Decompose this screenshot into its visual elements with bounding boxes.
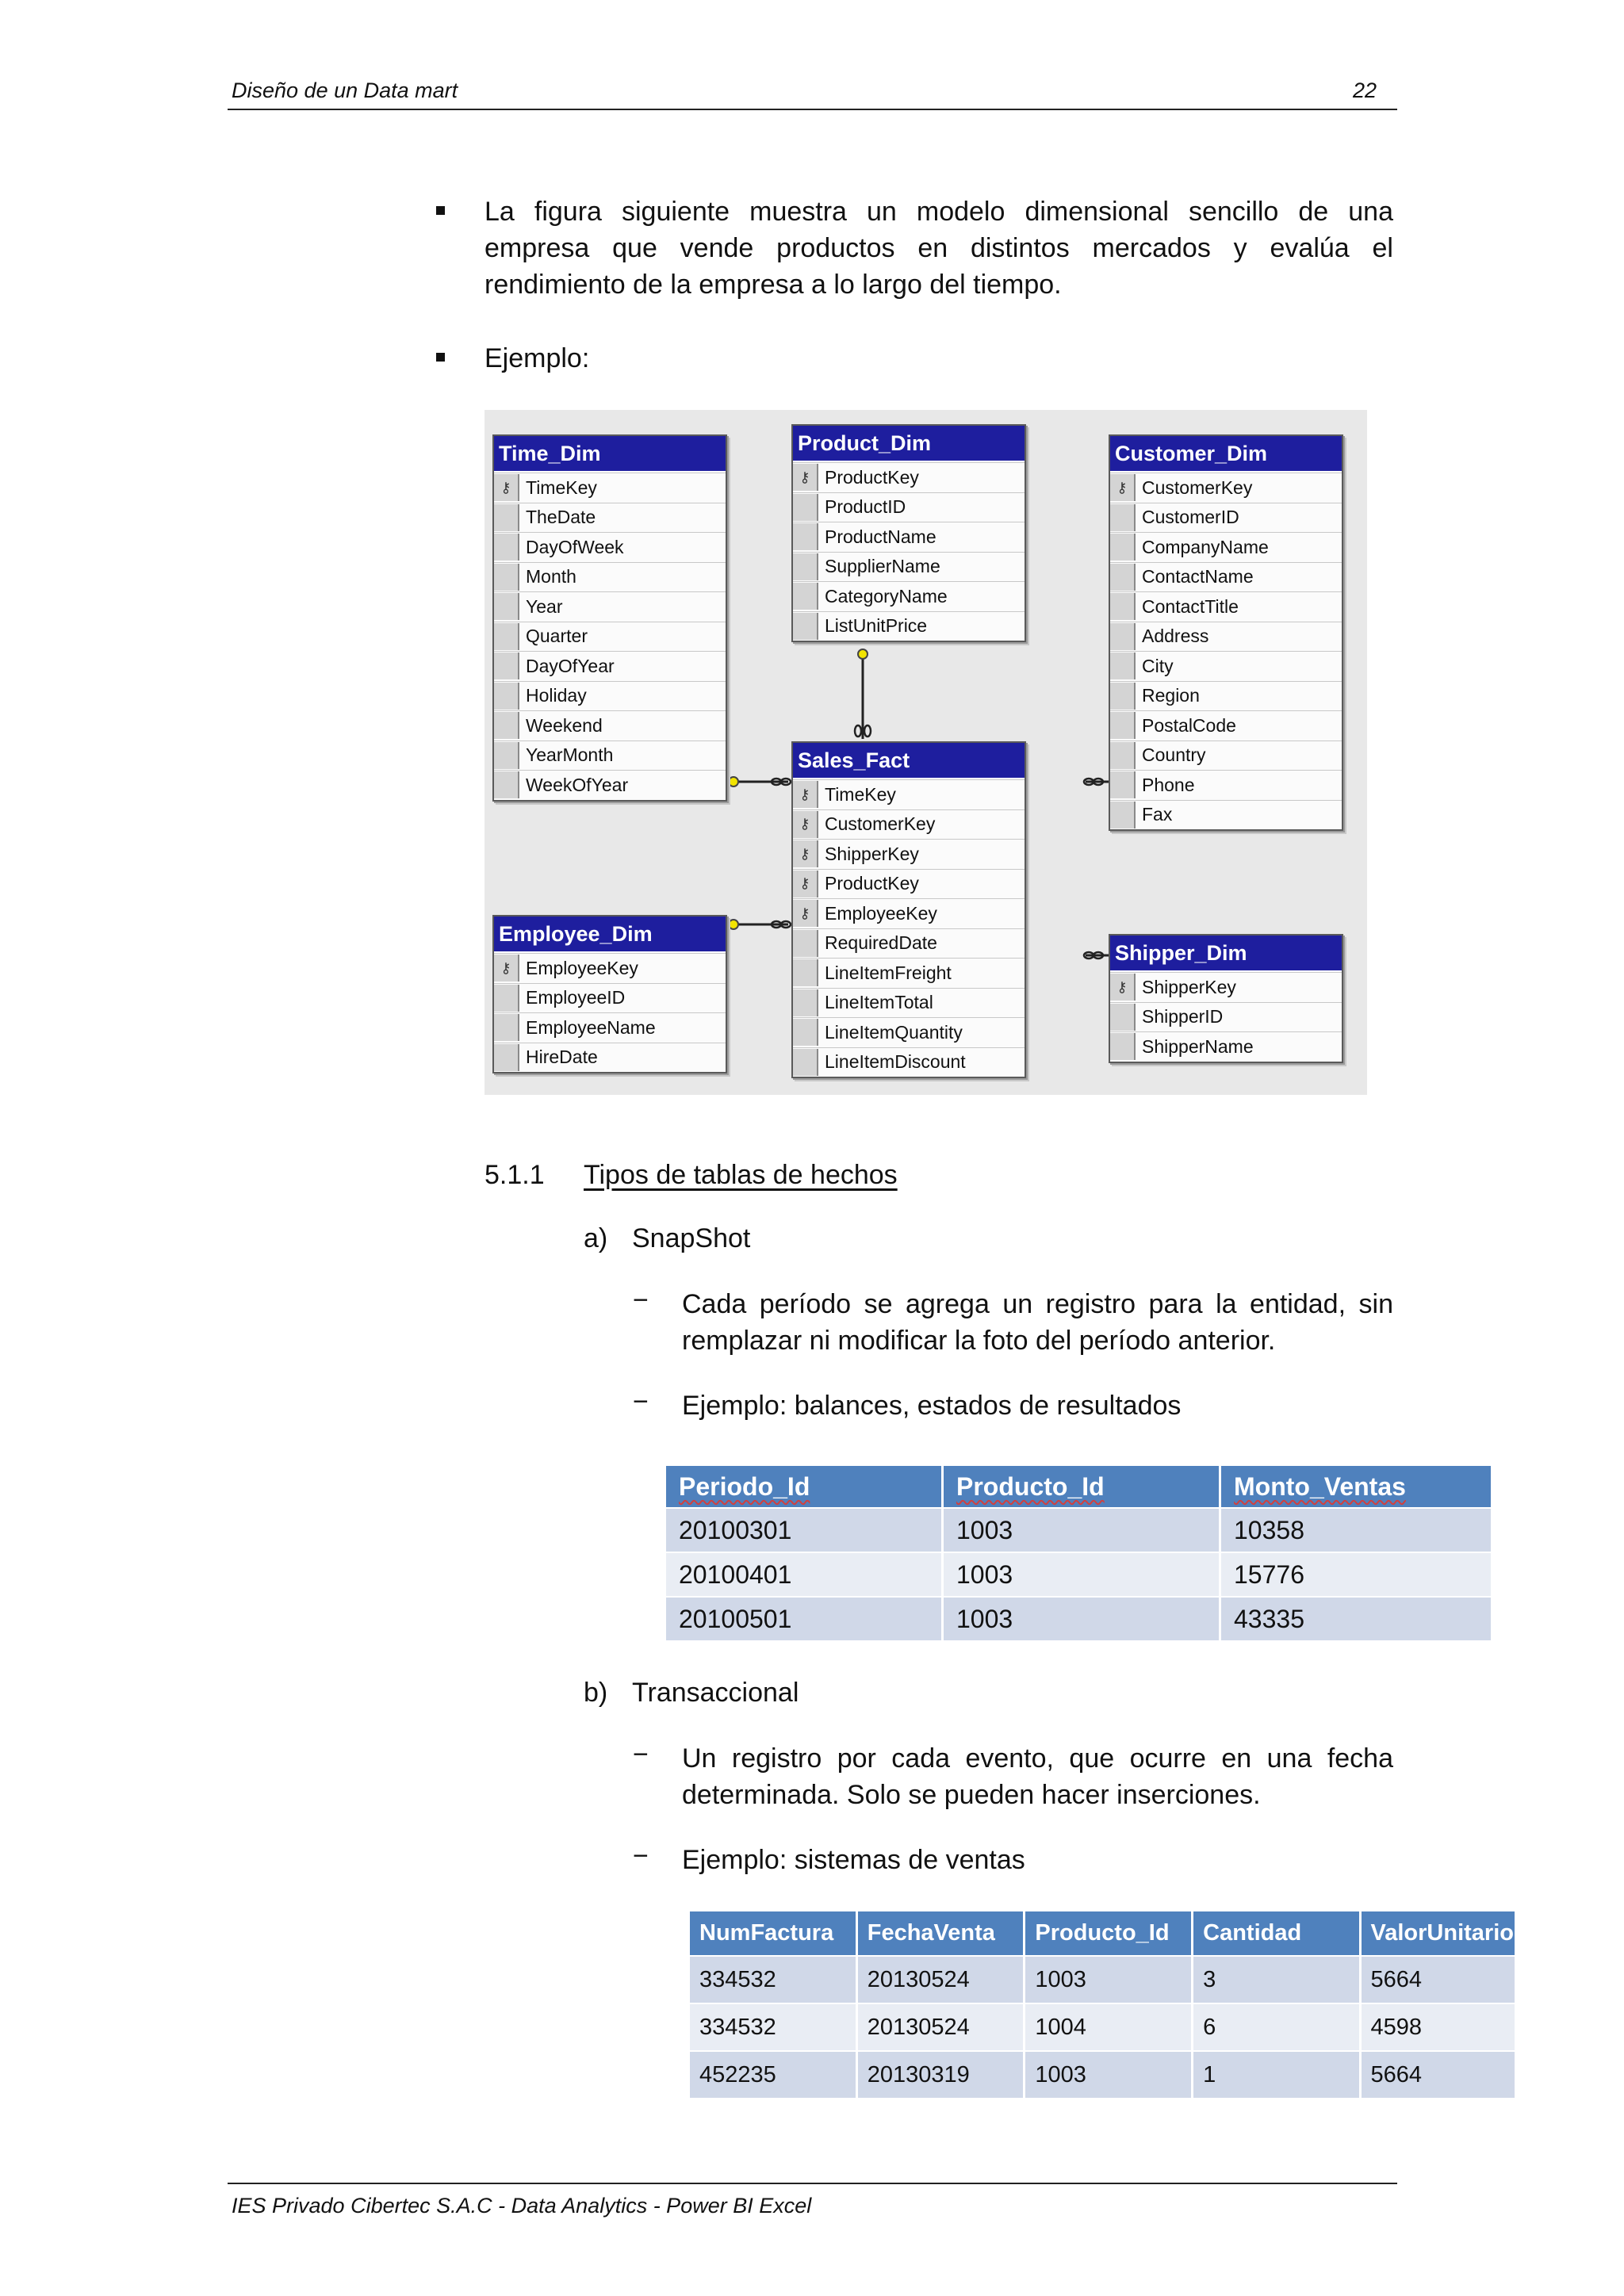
table-column-row — [494, 622, 726, 652]
table-column-row — [494, 1043, 726, 1073]
row-selector — [1110, 802, 1136, 828]
column-name: ShipperID — [1142, 1006, 1224, 1027]
shipper-dim-table — [1109, 934, 1343, 1063]
table-row — [690, 2003, 1515, 2051]
column-name: ListUnitPrice — [825, 615, 928, 637]
column-name: ShipperName — [1142, 1035, 1254, 1057]
footer-rule — [228, 2183, 1397, 2184]
column-name: HireDate — [526, 1047, 598, 1068]
column-header: ValorUnitario — [1360, 1911, 1515, 1956]
key-icon: ⚷ — [793, 811, 818, 838]
table-column-row — [494, 591, 726, 622]
table-column-row — [793, 809, 1025, 840]
dash-icon: − — [633, 1387, 649, 1417]
key-end-icon — [729, 777, 738, 786]
column-name: Weekend — [526, 714, 603, 736]
row-selector — [1110, 771, 1136, 798]
column-name: EmployeeName — [526, 1016, 656, 1038]
column-name: LineItemTotal — [825, 992, 933, 1013]
column-name: CategoryName — [825, 585, 948, 607]
dash-icon: − — [633, 1285, 649, 1315]
table-title: Time_Dim — [494, 436, 726, 473]
row-selector — [494, 985, 519, 1012]
table-cell: 20130524 — [856, 2003, 1025, 2051]
row-selector — [1110, 652, 1136, 679]
dash-icon: − — [633, 1841, 649, 1871]
row-selector — [793, 989, 818, 1016]
row-selector — [494, 504, 519, 531]
table-cell: 1004 — [1025, 2003, 1193, 2051]
table-cell: 20130319 — [856, 2051, 1025, 2098]
table-column-row — [793, 462, 1025, 492]
column-name: TimeKey — [526, 476, 597, 498]
row-selector — [793, 613, 818, 640]
table-column-row — [793, 988, 1025, 1018]
column-name: ShipperKey — [1142, 976, 1236, 997]
row-selector — [494, 534, 519, 561]
column-name: Quarter — [526, 626, 588, 647]
table-cell: 334532 — [690, 1956, 856, 2003]
column-name: Month — [526, 566, 576, 587]
table-column-row — [793, 552, 1025, 582]
table-row — [666, 1508, 1491, 1552]
table-column-row — [1110, 562, 1342, 592]
row-selector — [494, 742, 519, 769]
column-name: RequiredDate — [825, 932, 937, 954]
table-title: Employee_Dim — [494, 916, 726, 953]
footer-text: IES Privado Cibertec S.A.C - Data Analytics - Power BI Excel — [232, 2194, 812, 2218]
row-selector — [1110, 504, 1136, 531]
table-column-row — [494, 953, 726, 983]
dash-icon: − — [633, 1739, 649, 1770]
snapshot-description: Cada período se agrega un registro para la entidad, sin remplazar ni modificar la foto del período anterior. — [682, 1289, 1393, 1356]
row-selector — [793, 523, 818, 550]
column-name: ProductKey — [825, 466, 919, 488]
row-selector — [1110, 712, 1136, 739]
table-column-row — [494, 473, 726, 503]
table-title: Shipper_Dim — [1110, 936, 1342, 972]
table-cell: 4598 — [1360, 2003, 1515, 2051]
row-selector — [1110, 683, 1136, 710]
row-selector — [1110, 1004, 1136, 1031]
table-column-row — [793, 1047, 1025, 1077]
table-column-row — [793, 581, 1025, 611]
row-selector — [494, 683, 519, 710]
column-name: EmployeeID — [526, 987, 626, 1008]
header-rule — [228, 109, 1397, 110]
table-column-row — [494, 710, 726, 740]
column-header: FechaVenta — [856, 1911, 1025, 1956]
table-cell: 5664 — [1360, 2051, 1515, 2098]
key-icon: ⚷ — [793, 871, 818, 897]
column-name: Year — [526, 595, 563, 617]
key-end-icon — [858, 649, 868, 659]
table-column-row — [1110, 972, 1342, 1002]
column-name: PostalCode — [1142, 714, 1236, 736]
column-name: LineItemFreight — [825, 962, 952, 983]
column-name: EmployeeKey — [526, 957, 638, 978]
row-selector — [494, 1014, 519, 1041]
item-b-label: b) — [584, 1678, 608, 1708]
row-selector — [1110, 1033, 1136, 1060]
table-column-row — [494, 562, 726, 592]
key-icon: ⚷ — [1110, 974, 1136, 1001]
table-column-row — [793, 839, 1025, 869]
column-name: DayOfYear — [526, 655, 615, 676]
column-name: ProductKey — [825, 873, 919, 894]
table-header-row — [690, 1911, 1515, 1956]
table-cell: 1003 — [1025, 1956, 1193, 2003]
table-column-row — [793, 492, 1025, 522]
table-cell: 5664 — [1360, 1956, 1515, 2003]
table-column-row — [793, 1017, 1025, 1047]
table-column-row — [1110, 591, 1342, 622]
snapshot-table — [666, 1466, 1491, 1640]
customer-dim-table — [1109, 434, 1343, 831]
row-selector — [793, 583, 818, 610]
table-column-row — [494, 532, 726, 562]
column-name: City — [1142, 655, 1174, 676]
item-a-title: SnapShot — [632, 1223, 751, 1253]
table-row — [690, 2051, 1515, 2098]
column-name: CustomerID — [1142, 507, 1239, 528]
table-cell: 1003 — [943, 1552, 1220, 1597]
key-icon: ⚷ — [793, 464, 818, 491]
key-icon: ⚷ — [494, 955, 519, 982]
row-selector — [1110, 623, 1136, 650]
example-label: Ejemplo: — [485, 343, 590, 373]
table-column-row — [1110, 651, 1342, 681]
row-selector — [793, 1019, 818, 1046]
column-name: CompanyName — [1142, 536, 1269, 557]
row-selector — [494, 652, 519, 679]
table-column-row — [793, 611, 1025, 641]
table-column-row — [1110, 473, 1342, 503]
row-selector — [793, 959, 818, 986]
row-selector — [494, 1044, 519, 1071]
row-selector — [793, 1049, 818, 1076]
table-column-row — [1110, 1002, 1342, 1032]
table-cell: 1 — [1193, 2051, 1360, 2098]
header-title: Diseño de un Data mart — [232, 78, 458, 102]
column-name: ContactTitle — [1142, 595, 1239, 617]
table-cell: 1003 — [943, 1508, 1220, 1552]
column-header: Monto_Ventas — [1220, 1466, 1492, 1508]
table-title: Sales_Fact — [793, 743, 1025, 779]
column-name: Fax — [1142, 804, 1173, 825]
key-icon: ⚷ — [793, 840, 818, 867]
column-header: NumFactura — [690, 1911, 856, 1956]
table-column-row — [494, 681, 726, 711]
column-name: YearMonth — [526, 744, 614, 766]
transaccional-table — [690, 1911, 1515, 2098]
table-column-row — [494, 503, 726, 533]
table-title: Customer_Dim — [1110, 436, 1342, 473]
column-header: Producto_Id — [1025, 1911, 1193, 1956]
row-selector — [793, 553, 818, 580]
table-cell: 452235 — [690, 2051, 856, 2098]
column-name: Holiday — [526, 685, 587, 706]
column-name: CustomerKey — [1142, 476, 1253, 498]
table-column-row — [1110, 800, 1342, 830]
column-name: LineItemDiscount — [825, 1051, 966, 1073]
column-name: ContactName — [1142, 566, 1254, 587]
table-column-row — [494, 740, 726, 771]
table-cell: 1003 — [943, 1597, 1220, 1640]
column-name: EmployeeKey — [825, 902, 937, 924]
row-selector — [494, 623, 519, 650]
column-name: TimeKey — [825, 783, 896, 805]
table-row — [666, 1597, 1491, 1640]
row-selector — [494, 771, 519, 798]
column-name: TheDate — [526, 507, 596, 528]
row-selector — [1110, 593, 1136, 620]
row-selector — [793, 930, 818, 957]
square-bullet-icon — [436, 353, 445, 362]
item-b-title: Transaccional — [632, 1678, 799, 1708]
row-selector — [1110, 534, 1136, 561]
key-icon: ⚷ — [793, 900, 818, 927]
table-row — [666, 1552, 1491, 1597]
key-icon: ⚷ — [494, 474, 519, 501]
section-title: Tipos de tablas de hechos — [584, 1160, 898, 1190]
column-name: ShipperKey — [825, 843, 919, 864]
table-column-row — [793, 869, 1025, 899]
row-selector — [494, 712, 519, 739]
table-column-row — [1110, 710, 1342, 740]
table-column-row — [1110, 503, 1342, 533]
product-dim-table — [791, 424, 1026, 642]
row-selector — [494, 564, 519, 591]
table-column-row — [1110, 532, 1342, 562]
key-end-icon — [729, 920, 738, 929]
column-name: DayOfWeek — [526, 536, 624, 557]
column-name: Country — [1142, 744, 1206, 766]
key-icon: ⚷ — [793, 781, 818, 808]
column-name: CustomerKey — [825, 813, 936, 835]
row-selector — [1110, 564, 1136, 591]
table-column-row — [793, 928, 1025, 959]
section-number: 5.1.1 — [485, 1160, 545, 1190]
row-selector — [1110, 742, 1136, 769]
table-cell: 15776 — [1220, 1552, 1492, 1597]
table-column-row — [793, 958, 1025, 988]
dimensional-model-diagram — [485, 410, 1367, 1095]
transaccional-example: Ejemplo: sistemas de ventas — [682, 1845, 1025, 1875]
table-column-row — [494, 651, 726, 681]
table-column-row — [793, 898, 1025, 928]
square-bullet-icon — [436, 206, 445, 215]
table-column-row — [1110, 740, 1342, 771]
column-header: Producto_Id — [943, 1466, 1220, 1508]
column-name: Phone — [1142, 774, 1195, 795]
row-selector — [793, 494, 818, 521]
table-column-row — [793, 779, 1025, 809]
table-cell: 43335 — [1220, 1597, 1492, 1640]
table-column-row — [793, 522, 1025, 552]
intro-paragraph: La figura siguiente muestra un modelo dimensional sencillo de una empresa que vende productos en distintos mercados y evalúa el rendimiento de la empresa a lo largo del tiempo. — [485, 197, 1393, 300]
table-cell: 1003 — [1025, 2051, 1193, 2098]
column-header: Cantidad — [1193, 1911, 1360, 1956]
transaccional-description: Un registro por cada evento, que ocurre en una fecha determinada. Solo se pueden hacer inserciones. — [682, 1743, 1393, 1810]
table-cell: 6 — [1193, 2003, 1360, 2051]
sales-fact-table — [791, 741, 1026, 1078]
table-header-row — [666, 1466, 1491, 1508]
table-title: Product_Dim — [793, 426, 1025, 462]
column-name: ProductID — [825, 496, 906, 518]
column-name: SupplierName — [825, 556, 940, 577]
table-column-row — [1110, 681, 1342, 711]
table-cell: 10358 — [1220, 1508, 1492, 1552]
column-name: LineItemQuantity — [825, 1021, 963, 1043]
column-header: Periodo_Id — [666, 1466, 943, 1508]
table-cell: 20100501 — [666, 1597, 943, 1640]
table-column-row — [1110, 1031, 1342, 1062]
column-name: Region — [1142, 685, 1200, 706]
employee-dim-table — [492, 915, 727, 1073]
column-name: ProductName — [825, 526, 936, 547]
table-column-row — [494, 983, 726, 1013]
time-dim-table — [492, 434, 727, 802]
snapshot-example: Ejemplo: balances, estados de resultados — [682, 1391, 1182, 1421]
key-icon: ⚷ — [1110, 474, 1136, 501]
row-selector — [494, 593, 519, 620]
table-column-row — [494, 770, 726, 800]
table-column-row — [494, 1012, 726, 1043]
table-cell: 334532 — [690, 2003, 856, 2051]
table-cell: 20130524 — [856, 1956, 1025, 2003]
table-cell: 3 — [1193, 1956, 1360, 2003]
table-column-row — [1110, 622, 1342, 652]
table-cell: 20100401 — [666, 1552, 943, 1597]
table-cell: 20100301 — [666, 1508, 943, 1552]
table-row — [690, 1956, 1515, 2003]
column-name: Address — [1142, 626, 1209, 647]
page-number: 22 — [1353, 78, 1377, 102]
column-name: WeekOfYear — [526, 774, 629, 795]
table-column-row — [1110, 770, 1342, 800]
item-a-label: a) — [584, 1223, 608, 1253]
